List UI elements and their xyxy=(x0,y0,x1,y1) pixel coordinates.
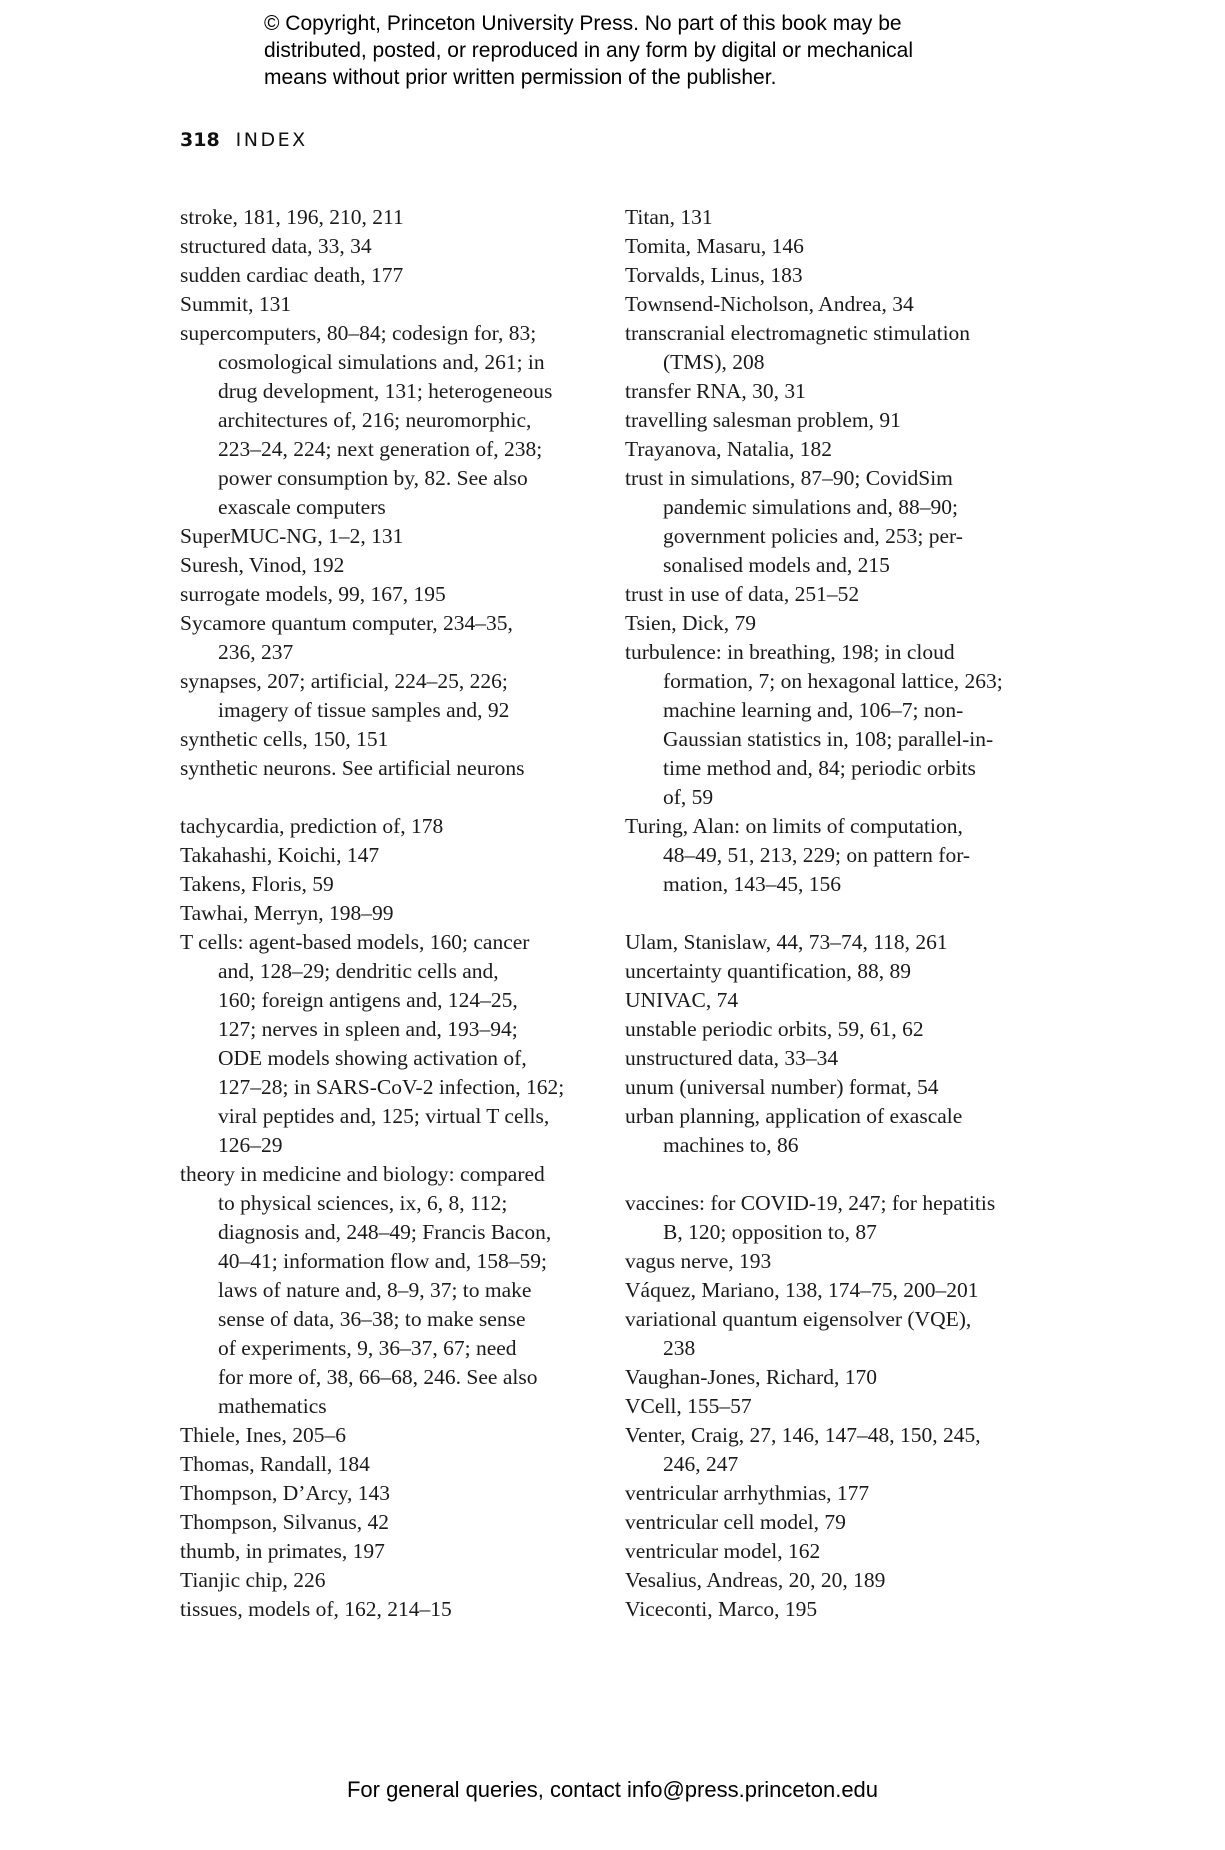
index-entry-line: Suresh, Vinod, 192 xyxy=(180,553,345,577)
index-entry-line: Titan, 131 xyxy=(625,205,713,229)
index-entry-line: Gaussian statistics in, 108; parallel-in- xyxy=(663,727,994,751)
index-entry xyxy=(625,1189,1045,1247)
index-entry-line: surrogate models, 99, 167, 195 xyxy=(180,582,446,606)
index-entry xyxy=(625,1392,1045,1421)
index-entry-line: Viceconti, Marco, 195 xyxy=(625,1597,818,1621)
index-entry-line: supercomputers, 80–84; codesign for, 83; xyxy=(180,321,537,345)
index-entry xyxy=(180,319,600,522)
index-entry xyxy=(180,551,600,580)
index-entry xyxy=(625,580,1045,609)
index-entry xyxy=(625,1073,1045,1102)
index-entry-line: Tianjic chip, 226 xyxy=(180,1568,326,1592)
index-entry xyxy=(625,1508,1045,1537)
index-entry xyxy=(180,899,600,928)
index-entry-line: transcranial electromagnetic stimulation xyxy=(625,321,971,345)
index-entry-line: Trayanova, Natalia, 182 xyxy=(625,437,832,461)
index-entry xyxy=(625,1421,1045,1479)
index-entry xyxy=(180,1479,600,1508)
index-entry-line: sudden cardiac death, 177 xyxy=(180,263,404,287)
index-entry xyxy=(625,812,1045,899)
index-entry-line: ventricular arrhythmias, 177 xyxy=(625,1481,870,1505)
index-entry xyxy=(180,841,600,870)
index-entry-line: mation, 143–45, 156 xyxy=(663,872,841,896)
index-entry-line: sense of data, 36–38; to make sense xyxy=(218,1307,526,1331)
index-entry-line: Vesalius, Andreas, 20, 20, 189 xyxy=(625,1568,886,1592)
copyright-line: © Copyright, Princeton University Press. No part of this book may be xyxy=(264,12,902,35)
index-entry-line: turbulence: in breathing, 198; in cloud xyxy=(625,640,955,664)
index-entry xyxy=(180,1421,600,1450)
copyright-line: distributed, posted, or reproduced in any form by digital or mechanical xyxy=(264,39,914,62)
index-entry-line: unum (universal number) format, 54 xyxy=(625,1075,939,1099)
index-entry-line: T cells: agent-based models, 160; cancer xyxy=(180,930,530,954)
index-entry-line: 127–28; in SARS-CoV-2 infection, 162; xyxy=(218,1075,565,1099)
index-entry xyxy=(625,986,1045,1015)
index-entry-line: cosmological simulations and, 261; in xyxy=(218,350,545,374)
index-entry-line: Takahashi, Koichi, 147 xyxy=(180,843,380,867)
index-entry xyxy=(625,1479,1045,1508)
index-entry xyxy=(180,203,600,232)
index-entry xyxy=(625,1595,1045,1624)
index-entry-line: Thompson, Silvanus, 42 xyxy=(180,1510,390,1534)
index-entry-line: for more of, 38, 66–68, 246. See also xyxy=(218,1365,538,1389)
letter-group-gap xyxy=(625,899,1045,928)
page-number: 318 xyxy=(180,129,220,151)
index-entry-line: Takens, Floris, 59 xyxy=(180,872,334,896)
letter-group-gap xyxy=(180,783,600,812)
index-entry xyxy=(625,377,1045,406)
index-entry-line: Venter, Craig, 27, 146, 147–48, 150, 245, xyxy=(625,1423,981,1447)
index-entry xyxy=(625,232,1045,261)
index-entry-line: Tawhai, Merryn, 198–99 xyxy=(180,901,394,925)
index-entry-line: synthetic cells, 150, 151 xyxy=(180,727,389,751)
index-entry-line: trust in use of data, 251–52 xyxy=(625,582,860,606)
index-entry xyxy=(180,1537,600,1566)
index-entry-line: Ulam, Stanislaw, 44, 73–74, 118, 261 xyxy=(625,930,948,954)
index-entry-line: 246, 247 xyxy=(663,1452,739,1476)
index-entry-line: mathematics xyxy=(218,1394,327,1418)
index-entry-line: VCell, 155–57 xyxy=(625,1394,752,1418)
index-entry xyxy=(625,1537,1045,1566)
index-entry-line: Thiele, Ines, 205–6 xyxy=(180,1423,346,1447)
index-entry-line: unstable periodic orbits, 59, 61, 62 xyxy=(625,1017,924,1041)
index-entry xyxy=(625,319,1045,377)
index-entry-line: government policies and, 253; per- xyxy=(663,524,963,548)
index-entry xyxy=(625,203,1045,232)
index-entry-line: 238 xyxy=(663,1336,696,1360)
index-entry-line: and, 128–29; dendritic cells and, xyxy=(218,959,499,983)
index-entry-line: uncertainty quantification, 88, 89 xyxy=(625,959,911,983)
index-entry-line: (TMS), 208 xyxy=(663,350,765,374)
index-entry xyxy=(180,609,600,667)
index-entry xyxy=(180,1450,600,1479)
index-entry-line: 160; foreign antigens and, 124–25, xyxy=(218,988,518,1012)
index-entry-line: power consumption by, 82. See also xyxy=(218,466,528,490)
index-entry-line: SuperMUC-NG, 1–2, 131 xyxy=(180,524,404,548)
index-entry-line: UNIVAC, 74 xyxy=(625,988,739,1012)
index-entry-line: viral peptides and, 125; virtual T cells, xyxy=(218,1104,550,1128)
index-entry-line: synapses, 207; artificial, 224–25, 226; xyxy=(180,669,508,693)
index-entry-line: Thompson, D’Arcy, 143 xyxy=(180,1481,390,1505)
index-entry xyxy=(180,232,600,261)
index-entry xyxy=(625,1276,1045,1305)
section-title: INDEX xyxy=(235,129,308,151)
index-entry-line: transfer RNA, 30, 31 xyxy=(625,379,806,403)
index-entry xyxy=(180,522,600,551)
index-entry-line: diagnosis and, 248–49; Francis Bacon, xyxy=(218,1220,552,1244)
index-entry-line: to physical sciences, ix, 6, 8, 112; xyxy=(218,1191,508,1215)
index-entry xyxy=(625,1566,1045,1595)
index-entry xyxy=(625,1044,1045,1073)
running-header xyxy=(180,126,308,154)
index-entry-line: ODE models showing activation of, xyxy=(218,1046,527,1070)
index-entry-line: Tomita, Masaru, 146 xyxy=(625,234,804,258)
index-column-left xyxy=(180,203,600,1624)
index-entry-line: machines to, 86 xyxy=(663,1133,799,1157)
index-entry-line: theory in medicine and biology: compared xyxy=(180,1162,545,1186)
index-entry-line: Tsien, Dick, 79 xyxy=(625,611,757,635)
index-entry xyxy=(625,464,1045,580)
index-entry-line: exascale computers xyxy=(218,495,386,519)
index-entry-line: Váquez, Mariano, 138, 174–75, 200–201 xyxy=(625,1278,979,1302)
index-entry-line: ventricular model, 162 xyxy=(625,1539,821,1563)
index-entry-line: B, 120; opposition to, 87 xyxy=(663,1220,877,1244)
index-entry xyxy=(180,1508,600,1537)
index-entry xyxy=(180,725,600,754)
index-entry-line: of experiments, 9, 36–37, 67; need xyxy=(218,1336,517,1360)
index-entry xyxy=(625,406,1045,435)
index-entry xyxy=(625,957,1045,986)
index-entry xyxy=(625,1247,1045,1276)
index-entry-line: sonalised models and, 215 xyxy=(663,553,890,577)
index-entry-line: Summit, 131 xyxy=(180,292,292,316)
index-entry-line: 48–49, 51, 213, 229; on pattern for- xyxy=(663,843,971,867)
index-entry-line: stroke, 181, 196, 210, 211 xyxy=(180,205,404,229)
index-entry-line: time method and, 84; periodic orbits xyxy=(663,756,976,780)
index-entry-line: 127; nerves in spleen and, 193–94; xyxy=(218,1017,518,1041)
index-entry-line: 236, 237 xyxy=(218,640,294,664)
index-entry-line: thumb, in primates, 197 xyxy=(180,1539,385,1563)
index-entry xyxy=(180,1595,600,1624)
index-entry-line: tissues, models of, 162, 214–15 xyxy=(180,1597,452,1621)
index-entry-line: Turing, Alan: on limits of computation, xyxy=(625,814,963,838)
index-entry-line: variational quantum eigensolver (VQE), xyxy=(625,1307,972,1331)
index-entry-line: synthetic neurons. See artificial neurons xyxy=(180,756,525,780)
index-entry xyxy=(180,1566,600,1595)
index-entry xyxy=(625,1305,1045,1363)
index-entry xyxy=(625,1363,1045,1392)
index-entry xyxy=(625,1102,1045,1160)
index-entry-line: of, 59 xyxy=(663,785,714,809)
index-entry-line: imagery of tissue samples and, 92 xyxy=(218,698,510,722)
index-entry-line: formation, 7; on hexagonal lattice, 263; xyxy=(663,669,1003,693)
index-entry xyxy=(180,290,600,319)
index-entry xyxy=(180,261,600,290)
index-entry-line: structured data, 33, 34 xyxy=(180,234,372,258)
copyright-line: means without prior written permission of the publisher. xyxy=(264,66,777,89)
index-entry-line: Vaughan-Jones, Richard, 170 xyxy=(625,1365,877,1389)
index-entry-line: 40–41; information flow and, 158–59; xyxy=(218,1249,548,1273)
index-entry xyxy=(180,812,600,841)
copyright-notice xyxy=(264,10,1024,91)
index-entry xyxy=(180,667,600,725)
index-entry-line: unstructured data, 33–34 xyxy=(625,1046,839,1070)
index-entry-line: pandemic simulations and, 88–90; xyxy=(663,495,958,519)
index-entry-line: architectures of, 216; neuromorphic, xyxy=(218,408,532,432)
index-entry-line: ventricular cell model, 79 xyxy=(625,1510,846,1534)
index-entry xyxy=(625,290,1045,319)
index-entry-line: 126–29 xyxy=(218,1133,283,1157)
index-entry-line: Thomas, Randall, 184 xyxy=(180,1452,370,1476)
index-entry-line: urban planning, application of exascale xyxy=(625,1104,963,1128)
index-column-right xyxy=(625,203,1045,1624)
index-entry xyxy=(180,870,600,899)
index-entry-line: tachycardia, prediction of, 178 xyxy=(180,814,444,838)
index-entry-line: trust in simulations, 87–90; CovidSim xyxy=(625,466,953,490)
footer-contact: For general queries, contact info@press.princeton.edu xyxy=(346,1777,879,1802)
index-entry-line: travelling salesman problem, 91 xyxy=(625,408,901,432)
letter-group-gap xyxy=(625,1160,1045,1189)
index-entry xyxy=(625,609,1045,638)
index-entry-line: machine learning and, 106–7; non- xyxy=(663,698,964,722)
index-entry xyxy=(625,261,1045,290)
index-entry xyxy=(180,754,600,783)
index-entry xyxy=(180,1160,600,1421)
index-entry-line: Townsend-Nicholson, Andrea, 34 xyxy=(625,292,914,316)
index-entry xyxy=(625,435,1045,464)
index-entry-line: laws of nature and, 8–9, 37; to make xyxy=(218,1278,532,1302)
index-entry xyxy=(180,928,600,1160)
index-entry xyxy=(180,580,600,609)
index-entry-line: vagus nerve, 193 xyxy=(625,1249,772,1273)
index-entry-line: Torvalds, Linus, 183 xyxy=(625,263,803,287)
index-entry xyxy=(625,638,1045,812)
index-entry xyxy=(625,1015,1045,1044)
index-entry-line: 223–24, 224; next generation of, 238; xyxy=(218,437,543,461)
index-entry-line: vaccines: for COVID-19, 247; for hepatitis xyxy=(625,1191,996,1215)
index-entry xyxy=(625,928,1045,957)
index-entry-line: drug development, 131; heterogeneous xyxy=(218,379,553,403)
index-entry-line: Sycamore quantum computer, 234–35, xyxy=(180,611,513,635)
